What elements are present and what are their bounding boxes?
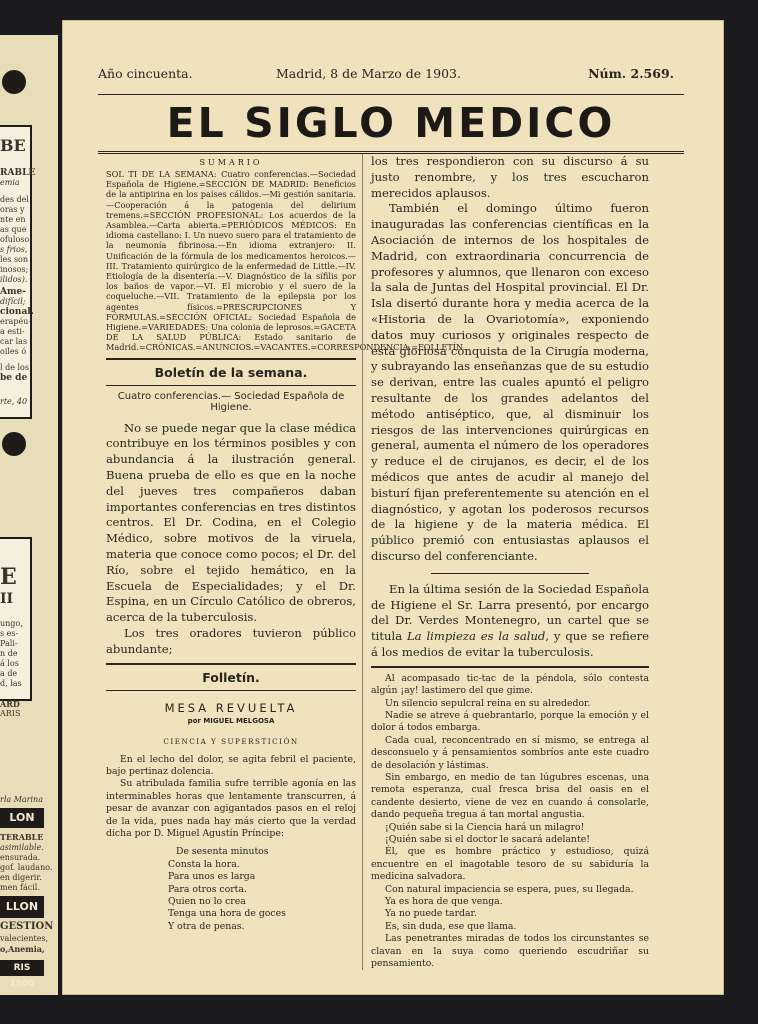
masthead — [98, 66, 674, 94]
divider — [106, 663, 356, 665]
ad-fragment: en digerir. — [0, 873, 42, 882]
ad-fragment: oiles ó — [0, 347, 27, 356]
ad-fragment: ungo, — [0, 619, 23, 628]
story-paragraph: Con natural impaciencia se espera, pues, su llegada. — [385, 883, 634, 895]
ad-fragment: Ame- — [0, 287, 26, 297]
ad-fragment: ARIS — [0, 709, 21, 718]
ad-fragment: rte, 40 — [0, 397, 28, 406]
ad-fragment: inosos; — [0, 265, 29, 274]
ad-fragment: TERABLE — [0, 832, 44, 842]
ad-fragment: s frios, — [0, 245, 28, 254]
story-paragraph: ¡Quién sabe si la Ciencia hará un milagro! — [385, 821, 585, 833]
boletin-paragraph: También el domingo último fueron inauguradas las conferencias científicas en la Asociación de internos de los hospitales de Madrid, con extraordinaria concurrencia de profesores y alumnos, que llenaron con exceso la sala de Juntas del Hospital provincial. El Dr. Isla disertó durante hora y media acerca de la «Historia de la Ovariotomía», exponiendo datos muy curiosos y originales respecto de esta gloriosa conquista de la Cirugía moderna, y subrayando las enseñanzas que de su estudio se derivan, entre las cuales apuntó el peligro resultante de los grandes adelantos del método antiséptico, que, al disminuir los riesgos de las intervenciones quirúrgicas en general, aumenta el número de los operadores y reduce el de cirujanos, es decir, el de los médicos que antes de acudir al manejo del bisturí fijan preferentemente su atención en el diagnóstico, y agotan los poderosos recursos de la higiene y de la materia médica. El público premió con entusiastas aplausos el discurso del conferenciante. — [371, 201, 649, 563]
boletin-paragraph: Los tres oradores tuvieron público abundante; — [106, 626, 356, 656]
ad-fragment: n de — [0, 649, 18, 658]
boletin-paragraph: En la última sesión de la Sociedad Española de Higiene el Sr. Larra presentó, por encargo del Dr. Verdes Montenegro, un cartel que se titula La limpieza es la salud, y que se refiere á los medios de evitar la tuberculosis. — [371, 581, 649, 659]
poem-line: Tenga una hora de goces — [168, 908, 286, 920]
divider — [106, 690, 356, 691]
ad-fragment: II — [0, 591, 14, 607]
ad-fragment: ofuloso — [0, 235, 30, 244]
ad-fragment: nte en — [0, 215, 26, 224]
ad-fragment: ensurada. — [0, 853, 41, 862]
story-paragraph: Al acompasado tic-tac de la péndola, sólo contesta algún ¡ay! lastimero del que gime. — [371, 672, 649, 697]
ad-fragment: rla Marina — [0, 795, 43, 804]
ad-fragment: Pali- — [0, 639, 18, 648]
divider — [371, 666, 649, 668]
adjacent-page — [0, 35, 58, 995]
story-title: MESA REVUELTA — [164, 700, 298, 715]
ad-fragment: o,Anemia, — [0, 944, 45, 954]
ad-fragment: car las — [0, 337, 28, 346]
newspaper-title: EL SIGLO MEDICO — [98, 94, 684, 154]
ad-fragment: E — [0, 564, 17, 590]
ad-fragment: RABLE — [0, 168, 36, 178]
ad-fragment: ilidos). — [0, 275, 28, 284]
issue-number: Núm. 2.569. — [588, 66, 674, 81]
boletin-paragraph: los tres respondieron con su discurso á su justo renombre, y los tres escucharon merecidos aplausos. — [371, 154, 649, 200]
story-paragraph: En el lecho del dolor, se agita febril el paciente, bajo pertinaz dolencia. — [106, 753, 356, 778]
newspaper-page — [62, 20, 724, 995]
ad-fragment: men fácil. — [0, 883, 40, 892]
sumario-heading: SUMARIO — [199, 158, 263, 167]
story-paragraph: Es, sin duda, ese que llama. — [385, 920, 517, 932]
story-paragraph: Ya es hora de que venga. — [385, 896, 503, 908]
round-ornament-icon — [2, 70, 26, 94]
right-column — [362, 154, 649, 970]
poem-line: Para otros corta. — [168, 883, 247, 895]
ad-fragment: ARD — [0, 699, 20, 709]
ad-fragment: les son — [0, 255, 29, 264]
ad-fragment: valecientes, — [0, 934, 49, 943]
story-byline: por MIGUEL MELGOSA — [187, 716, 275, 725]
ad-fragment: oras y — [0, 205, 25, 214]
ad-fragment: BE — [0, 136, 26, 155]
poem-line: Quien no lo crea — [168, 896, 246, 908]
volume-year: Año cincuenta. — [98, 66, 193, 81]
round-ornament-icon — [2, 432, 26, 456]
story-paragraph: Cada cual, reconcentrado en sí mismo, se entrega al desconsuelo y á pensamientos sombríos ante este cuadro de desolación y lástimas. — [371, 734, 649, 771]
ad-fragment: LLON — [0, 896, 44, 918]
story-subtitle: CIENCIA Y SUPERSTICIÓN — [163, 736, 299, 746]
story-paragraph: Nadie se atreve á quebrantarlo, porque la emoción y el dolor á todos embarga. — [371, 709, 649, 734]
ad-fragment: as que — [0, 225, 27, 234]
poem-line: De sesenta minutos — [176, 846, 269, 858]
ad-fragment: be de — [0, 373, 28, 383]
boletin-paragraph: No se puede negar que la clase médica contribuye en los términos posibles y con abundancia á la ilustración general. Buena prueba de ello es que en la noche del jueves tres compañeros daban importantes conferencias en tres distintos centros. El Dr. Codina, en el Colegio Médico, sobre motivos de la viruela, materia que conoce como pocos; el Dr. del Río, sobre el tejido hemático, en la Escuela de Especialidades; y el Dr. Espina, en un Círculo Católico de obreros, acerca de la tuberculosis. — [106, 420, 356, 625]
poem-line: Y otra de penas. — [168, 920, 245, 932]
story-paragraph: ¡Quién sabe si el doctor le sacará adelante! — [385, 833, 591, 845]
ad-fragment: GESTION — [0, 921, 54, 932]
story-paragraph: Ya no puede tardar. — [385, 908, 477, 920]
ad-fragment: á los — [0, 659, 19, 668]
ad-fragment: l de los — [0, 363, 29, 372]
ad-fragment: d, las — [0, 679, 22, 688]
ad-fragment: LON — [0, 808, 44, 828]
ad-fragment: difícil; — [0, 297, 26, 306]
ad-fragment: cional. — [0, 307, 34, 317]
folletin-heading: Folletín. — [202, 669, 260, 685]
ad-fragment: a esti- — [0, 327, 25, 336]
ad-fragment: a de — [0, 669, 18, 678]
story-paragraph: Sin embargo, en medio de tan lúgubres escenas, una remota esperanza, cual fresca brisa del oasis en el candente desierto, viene de vez en cuando á consolarle, dando pequeña tregua á tan mortal angustia. — [371, 771, 649, 821]
ad-fragment: des del — [0, 195, 29, 204]
story-paragraph: Su atribulada familia sufre terrible agonía en las interminables horas que lentamente transcurren, á pesar de avanzar con agigantados pasos en el reloj de la vida, pues nada hay más cierto que la verdad dicha por D. Miguel Agustín Príncipe: — [106, 778, 356, 840]
boletin-subtitle: Cuatro conferencias.— Sociedad Española de Higiene. — [117, 390, 345, 413]
poem — [168, 846, 356, 933]
poem-line: Consta la hora. — [168, 858, 240, 870]
ad-fragment: asimilable. — [0, 843, 44, 852]
ad-fragment: gof. laudano. — [0, 863, 53, 872]
divider — [106, 385, 356, 386]
story-paragraph: Las penetrantes miradas de todos los circunstantes se clavan en la suya como queriendo escudriñar su pensamiento. — [371, 933, 649, 970]
issue-date: Madrid, 8 de Marzo de 1903. — [276, 66, 461, 81]
divider — [431, 573, 589, 574]
ad-fragment: erapéu- — [0, 317, 32, 326]
boletin-heading: Boletín de la semana. — [154, 364, 308, 380]
story-paragraph: Un silencio sepulcral reina en su alrededor. — [385, 697, 591, 709]
poem-line: Para unos es larga — [168, 871, 256, 883]
sumario-text: SOL TI DE LA SEMANA: Cuatro conferencias.—Sociedad Española de Higiene.=SECCIÓN DE MADRID: Beneficios de la antipirina en los países cálidos.—Mi gestión sanitaria.—Cooperación á la patogenia del delirium tremens.=SECCIÓN PROFESIONAL: Los acuerdos de la Asamblea.—Carta abierta.=PERIÓDICOS MÉDICOS: En idioma castellano: I. Un nuevo suero para el tratamiento de la neumonía fibrinosa.—En idioma extranjero: II. Unificación de la fórmula de los medicamentos heroicos.—III. Tratamiento quirúrgico de la enfermedad de Little.—IV. Etiología de la disentería.—V. Diagnóstico de la sífilis por los baños de vapor.—VI. El microbio y el suero de la coqueluche.—VII. Tratamiento de la epilepsia por los agentes físicos.=PRESCRIPCIONES Y FÓRMULAS.=SECCIÓN OFICIAL: Sociedad Española de Higiene.=VARIEDADES: Una colonia de leprosos.=GACETA DE LA SALUD PÚBLICA: Estado sanitario de Madrid.=CRÓNICAS.=ANUNCIOS.=VACANTES.=CORRESPONDENCIA.=FOLLETÍN. — [106, 169, 466, 353]
divider — [106, 358, 356, 360]
story-paragraph: Él, que es hombre práctico y estudioso, quizá encuentre en el inagotable tesoro de su sabiduría la medicina salvadora. — [371, 846, 649, 883]
ad-fragment: RIS 1900 — [0, 960, 44, 976]
ad-fragment: s es- — [0, 629, 19, 638]
ad-fragment: emia — [0, 178, 20, 187]
